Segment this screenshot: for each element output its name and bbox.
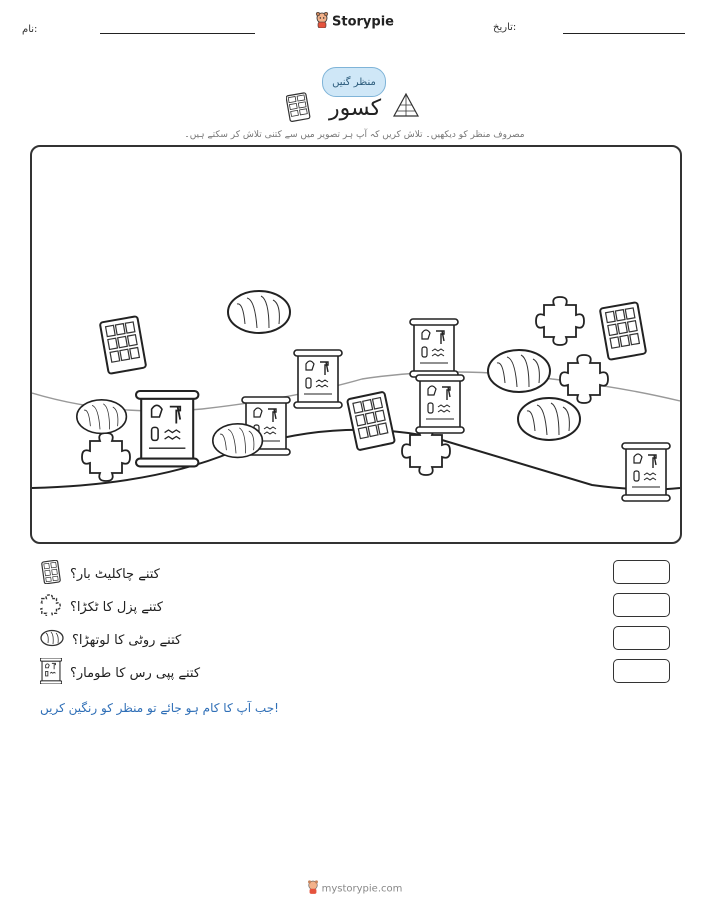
question-text: کتنے روٹی کا لوتھڑا؟ [72, 632, 182, 648]
scene-puzzle-1 [536, 297, 584, 345]
question-row-puzzle [40, 595, 163, 619]
scene-scroll-5 [622, 443, 670, 501]
question-row-bread [40, 628, 181, 652]
scene-choco-2 [600, 302, 646, 360]
activity-badge-label: منظر گنیں [332, 76, 376, 88]
scene-bread-4 [77, 400, 127, 434]
instructions: مصروف منظر کو دیکھیں۔ تلاش کریں کہ آپ ہر تصویر میں سے کتنی تلاش کر سکتے ہیں۔ [184, 130, 525, 140]
scene-bread-5 [213, 424, 263, 458]
name-line[interactable] [100, 33, 255, 34]
papyrus-scroll-icon [40, 658, 62, 688]
name-label: نام: [22, 24, 38, 35]
scene-bread-3 [518, 398, 580, 440]
page-title: کسور [328, 96, 382, 121]
chocolate-bar-icon [286, 92, 312, 126]
answer-box-scroll[interactable] [613, 659, 670, 683]
scene-bread-2 [488, 350, 550, 392]
scene-puzzle-3 [82, 433, 130, 481]
bear-mascot-icon [315, 12, 329, 32]
answer-box-puzzle[interactable] [613, 593, 670, 617]
question-text: کتنے پزل کا ٹکڑا؟ [70, 599, 163, 615]
scene-scroll-3 [416, 375, 464, 433]
scene-scroll-1 [294, 350, 342, 408]
date-line[interactable] [563, 33, 685, 34]
scene-choco-1 [100, 316, 146, 374]
scene-puzzle-2 [560, 355, 608, 403]
bread-loaf-icon [40, 629, 64, 651]
scene-scroll-2 [410, 319, 458, 377]
question-row-scroll [40, 661, 200, 685]
scene-puzzle-4 [402, 427, 450, 475]
answer-box-chocolate[interactable] [613, 560, 670, 584]
seek-and-find-scene [30, 145, 682, 544]
answer-box-bread[interactable] [613, 626, 670, 650]
brand-logo [0, 12, 709, 32]
question-text: کتنے پپی رس کا طومار؟ [70, 665, 201, 681]
bear-mascot-icon [307, 880, 319, 897]
puzzle-piece-icon [40, 594, 62, 620]
activity-badge [322, 67, 386, 97]
pyramid-icon [392, 92, 420, 122]
question-text: کتنے چاکلیٹ بار؟ [70, 566, 160, 582]
brand-name: Storypie [332, 14, 394, 30]
footer [0, 880, 709, 897]
footer-url[interactable]: mystorypie.com [321, 883, 403, 895]
scene-choco-3 [347, 392, 395, 451]
chocolate-bar-icon [40, 560, 62, 588]
scene-bread-1 [228, 291, 290, 333]
scene-scroll-6 [136, 391, 198, 466]
closing-note: جب آپ کا کام ہو جائے تو منظر کو رنگین کریں! [40, 701, 279, 715]
date-label: تاریخ: [493, 22, 517, 33]
question-row-chocolate [40, 562, 160, 586]
